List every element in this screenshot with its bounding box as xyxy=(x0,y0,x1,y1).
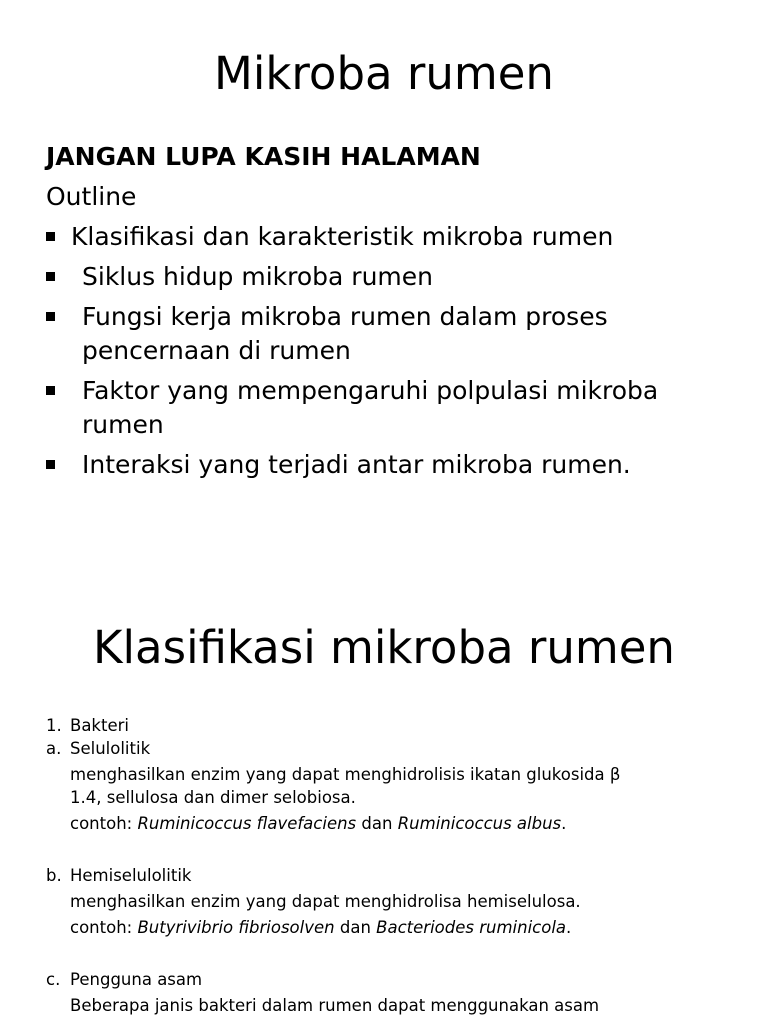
outline-item-text: Interaksi yang terjadi antar mikroba rumen. xyxy=(82,450,631,479)
example-species: Ruminicoccus albus xyxy=(397,814,562,833)
category-description xyxy=(46,763,726,809)
description-line: menghasilkan enzim yang dapat menghidrolisis ikatan glukosida β xyxy=(70,765,621,784)
category-heading xyxy=(46,864,726,887)
outline-item xyxy=(46,374,746,442)
square-bullet-icon xyxy=(46,386,55,395)
example-joiner: dan xyxy=(334,918,377,937)
example-species: Bacteriodes ruminicola xyxy=(376,918,567,937)
section-label: Bakteri xyxy=(70,716,129,735)
outline-item-text: Faktor yang mempengaruhi polpulasi mikroba rumen xyxy=(82,376,659,439)
outline-item xyxy=(46,300,746,368)
category-marker: a. xyxy=(46,739,62,758)
category-example xyxy=(46,812,726,835)
category-label: Hemiselulolitik xyxy=(70,866,192,885)
description-line: menghasilkan enzim yang dapat menghidrolisa hemiselulosa. xyxy=(70,892,581,911)
slide-title: Klasifikasi mikroba rumen xyxy=(93,621,675,674)
example-suffix: . xyxy=(566,918,572,937)
page-number-reminder: JANGAN LUPA KASIH HALAMAN xyxy=(46,142,481,171)
outline-item xyxy=(46,220,746,254)
square-bullet-icon xyxy=(46,272,55,281)
category-example xyxy=(46,916,726,939)
section-heading xyxy=(46,714,726,737)
example-species: Butyrivibrio fibriosolven xyxy=(137,918,335,937)
square-bullet-icon xyxy=(46,312,55,321)
example-prefix: contoh: xyxy=(70,918,138,937)
category-description xyxy=(46,890,726,913)
classification-content xyxy=(46,714,726,1017)
outline-item-text: Klasifikasi dan karakteristik mikroba rumen xyxy=(71,222,614,251)
outline-list xyxy=(46,220,746,488)
example-suffix: . xyxy=(561,814,567,833)
outline-item-text: Siklus hidup mikroba rumen xyxy=(82,262,434,291)
outline-heading: Outline xyxy=(46,182,137,211)
section-number: 1. xyxy=(46,716,62,735)
outline-item-text: Fungsi kerja mikroba rumen dalam proses pencernaan di rumen xyxy=(82,302,608,365)
square-bullet-icon xyxy=(46,460,55,469)
description-line: 1.4, sellulosa dan dimer selobiosa. xyxy=(70,788,356,807)
category-description xyxy=(46,994,726,1017)
example-joiner: dan xyxy=(356,814,398,833)
outline-item xyxy=(46,448,746,482)
example-prefix: contoh: xyxy=(70,814,138,833)
category-heading xyxy=(46,737,726,760)
category-label: Selulolitik xyxy=(70,739,151,758)
outline-item xyxy=(46,260,746,294)
slide-title: Mikroba rumen xyxy=(214,47,554,100)
square-bullet-icon xyxy=(46,232,55,241)
category-marker: c. xyxy=(46,970,61,989)
example-species: Ruminicoccus flavefaciens xyxy=(137,814,357,833)
description-line: Beberapa janis bakteri dalam rumen dapat menggunakan asam xyxy=(70,996,600,1015)
category-label: Pengguna asam xyxy=(70,970,203,989)
category-heading xyxy=(46,968,726,991)
category-marker: b. xyxy=(46,866,62,885)
